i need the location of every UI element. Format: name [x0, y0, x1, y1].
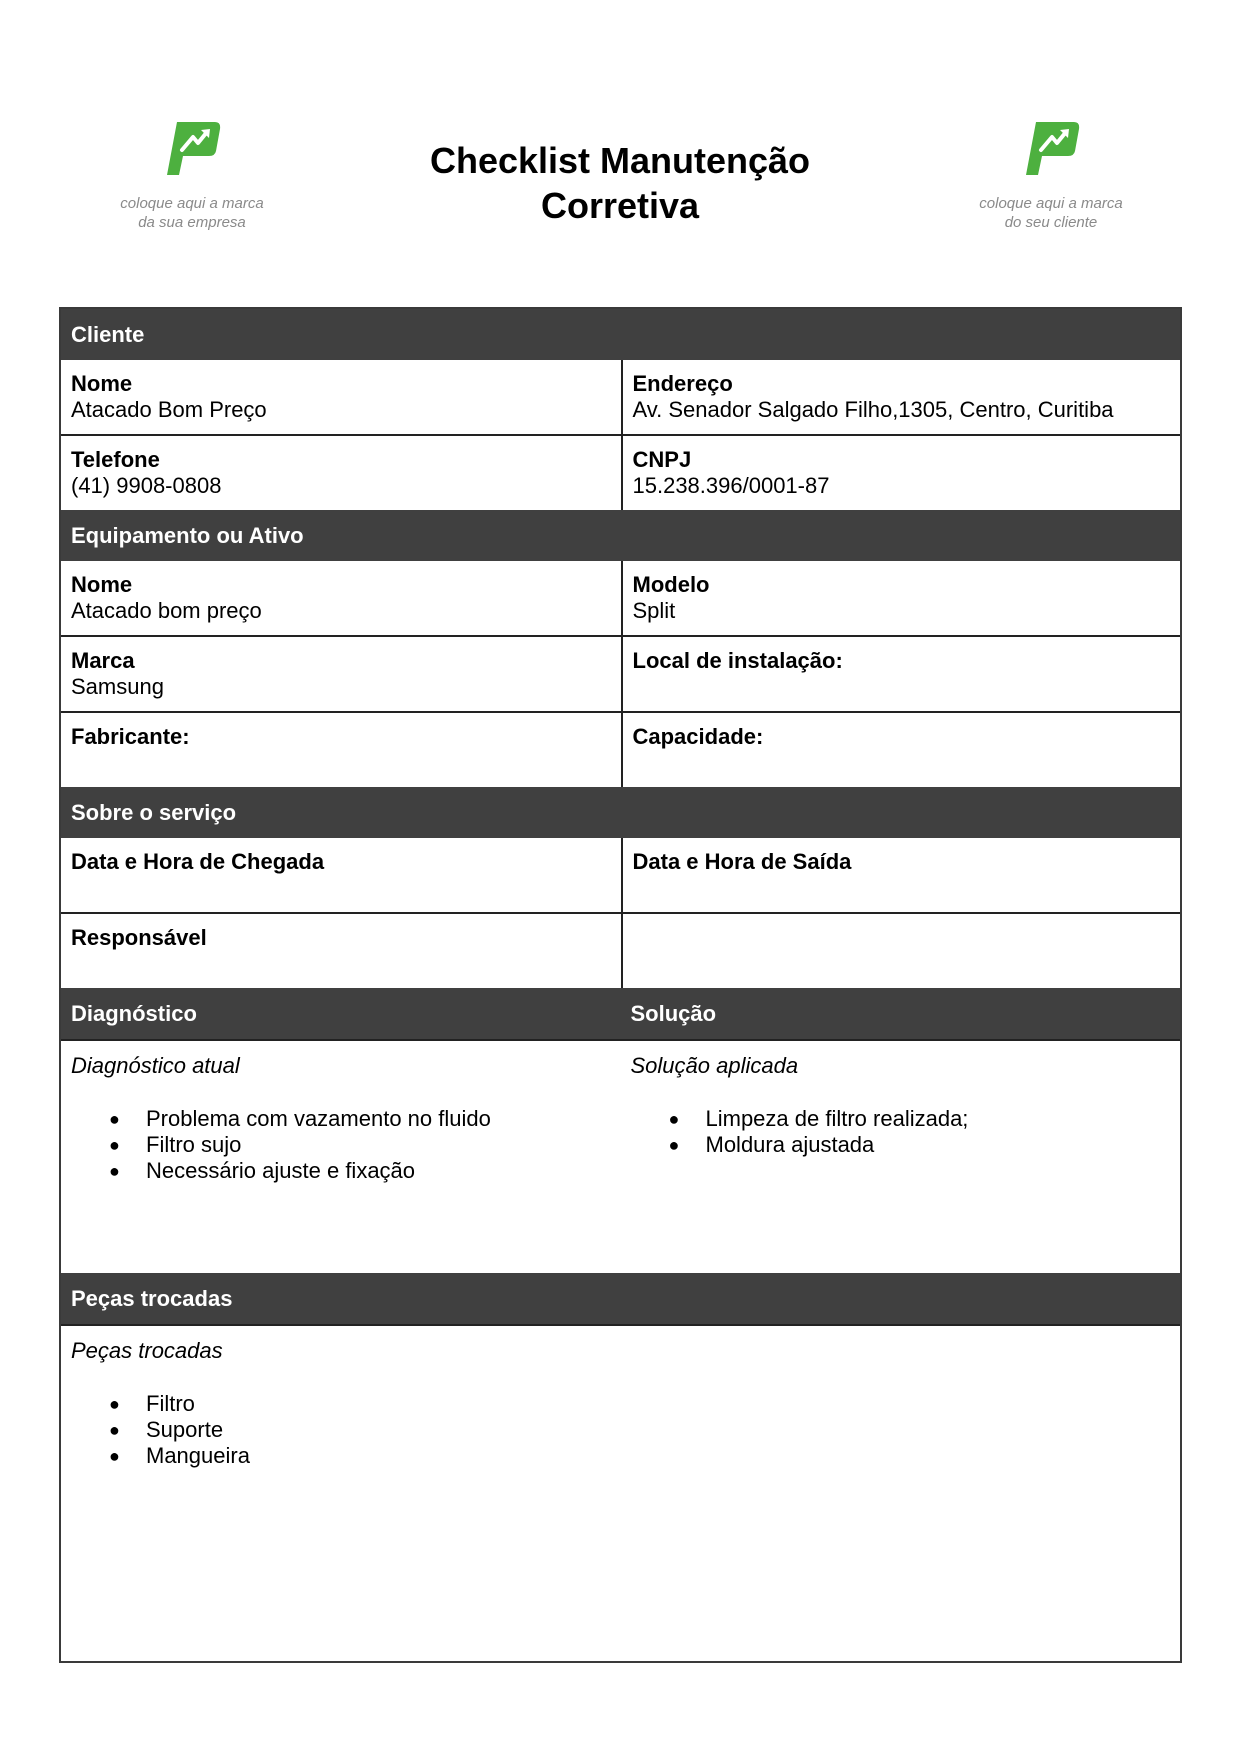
- equipamento-capacidade-field[interactable]: [621, 713, 1181, 787]
- field-label: Telefone: [71, 447, 160, 472]
- section-header-equipamento: Equipamento ou Ativo: [61, 510, 1180, 561]
- servico-saida-field[interactable]: [621, 838, 1181, 912]
- equipamento-row-1: [61, 561, 1180, 635]
- pecas-text-area[interactable]: [61, 1326, 1180, 1469]
- servico-row-1: [61, 838, 1180, 912]
- field-label: Data e Hora de Chegada: [71, 849, 325, 874]
- solucao-list: [631, 1106, 1171, 1158]
- diagnostico-solucao-block: [61, 1039, 1180, 1273]
- list-item: ● Filtro sujo: [71, 1132, 611, 1158]
- cliente-cnpj-field[interactable]: [621, 436, 1181, 510]
- company-logo-caption-line1: coloque aqui a marca: [120, 195, 264, 212]
- equipamento-nome-field[interactable]: [61, 561, 621, 635]
- servico-responsavel-field[interactable]: [61, 914, 621, 988]
- field-label: Endereço: [632, 371, 733, 396]
- pecas-block: [61, 1324, 1180, 1661]
- list-item: ● Problema com vazamento no fluido: [71, 1106, 611, 1132]
- diagnostico-subtitle: Diagnóstico atual: [71, 1053, 240, 1078]
- servico-chegada-field[interactable]: [61, 838, 621, 912]
- section-header-cliente: Cliente: [61, 309, 1180, 360]
- field-value: Av. Senador Salgado Filho,1305, Centro, Curitiba: [632, 397, 1114, 422]
- section-header-servico: Sobre o serviço: [61, 787, 1180, 838]
- field-value: 15.238.396/0001-87: [632, 473, 830, 498]
- section-header-diagnostico: Diagnóstico: [71, 1001, 197, 1026]
- list-item: ● Filtro: [71, 1391, 1170, 1417]
- field-label: Nome: [71, 371, 133, 396]
- client-logo-caption-line1: coloque aqui a marca: [979, 195, 1123, 212]
- equipamento-local-field[interactable]: [621, 637, 1181, 711]
- company-logo-icon: [163, 118, 221, 178]
- servico-empty-field: [621, 914, 1181, 988]
- cliente-endereco-field[interactable]: [621, 360, 1181, 434]
- field-value: Split: [632, 598, 676, 623]
- equipamento-row-3: [61, 711, 1180, 787]
- cliente-nome-field[interactable]: [61, 360, 621, 434]
- field-label: Modelo: [632, 572, 710, 597]
- field-label: CNPJ: [632, 447, 692, 472]
- servico-row-2: [61, 912, 1180, 988]
- list-item: ● Limpeza de filtro realizada;: [631, 1106, 1171, 1132]
- equipamento-marca-field[interactable]: [61, 637, 621, 711]
- client-logo-placeholder: [951, 118, 1151, 232]
- cliente-telefone-field[interactable]: [61, 436, 621, 510]
- list-item: ● Moldura ajustada: [631, 1132, 1171, 1158]
- field-label: Marca: [71, 648, 135, 673]
- equipamento-fabricante-field[interactable]: [61, 713, 621, 787]
- client-logo-icon: [1022, 118, 1080, 178]
- list-item: ● Suporte: [71, 1417, 1170, 1443]
- page-title: Checklist Manutenção Corretiva: [429, 140, 811, 226]
- client-logo-caption-line2: do seu cliente: [1004, 214, 1098, 231]
- diagnostico-list: [71, 1106, 611, 1184]
- field-label: Data e Hora de Saída: [632, 849, 852, 874]
- diagnostico-text-area[interactable]: [61, 1041, 621, 1273]
- section-header-solucao: Solução: [630, 1001, 717, 1026]
- field-value: Atacado Bom Preço: [71, 397, 267, 422]
- company-logo-caption-line2: da sua empresa: [138, 214, 246, 231]
- list-item: ● Necessário ajuste e fixação: [71, 1158, 611, 1184]
- section-header-pecas: Peças trocadas: [61, 1273, 1180, 1324]
- field-label: Fabricante:: [71, 724, 190, 749]
- field-label: Local de instalação:: [632, 648, 843, 673]
- equipamento-row-2: [61, 635, 1180, 711]
- solucao-subtitle: Solução aplicada: [630, 1053, 799, 1078]
- field-value: Samsung: [71, 674, 164, 699]
- section-header-diagnostico-solucao: [61, 988, 1180, 1039]
- solucao-text-area[interactable]: [621, 1041, 1181, 1273]
- field-label: Capacidade:: [632, 724, 764, 749]
- cliente-row-2: [61, 434, 1180, 510]
- cliente-row-1: [61, 360, 1180, 434]
- list-item: ● Mangueira: [71, 1443, 1170, 1469]
- field-label: Nome: [71, 572, 133, 597]
- equipamento-modelo-field[interactable]: [621, 561, 1181, 635]
- pecas-subtitle: Peças trocadas: [71, 1338, 223, 1363]
- field-value: Atacado bom preço: [71, 598, 262, 623]
- field-label: Responsável: [71, 925, 207, 950]
- checklist-form: [59, 307, 1182, 1663]
- company-logo-placeholder: [92, 118, 292, 232]
- field-value: (41) 9908-0808: [71, 473, 222, 498]
- pecas-list: [71, 1391, 1170, 1469]
